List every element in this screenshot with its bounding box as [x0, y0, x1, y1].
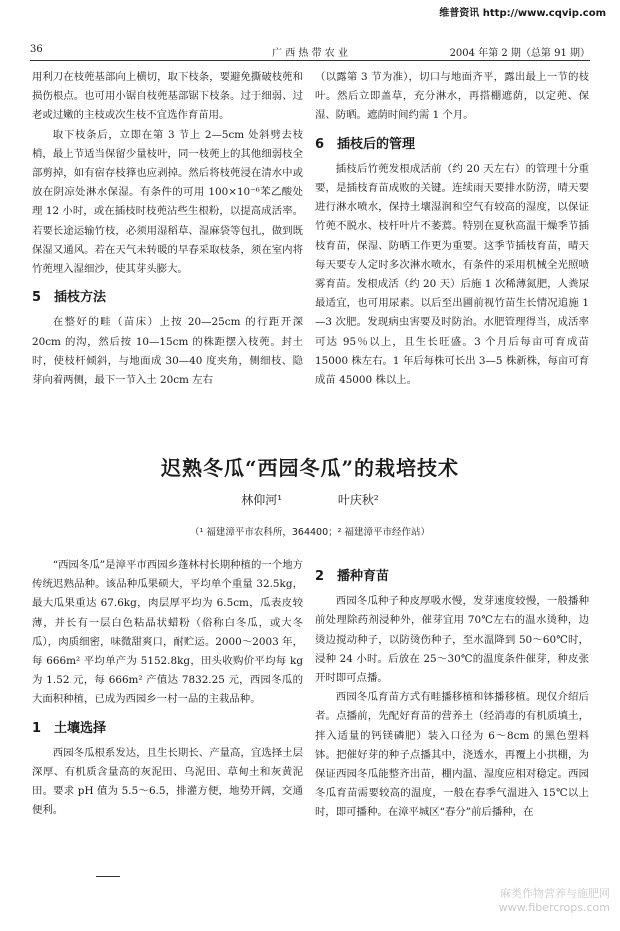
author-2: 叶庆秋²	[337, 493, 379, 507]
section-1-heading	[32, 719, 303, 738]
section-2-heading	[315, 567, 589, 586]
article-intro: “西园冬瓜”是漳平市西园乡蓬林村长期种植的一个地方传统迟熟品种。该品种瓜果硕大，平均单个重量 32.5kg，最大瓜果重达 67.6kg，肉层厚平均为 6.5cm，瓜表皮较薄，并长有一层白色粘晶状蜡粉（俗称白冬瓜，或大冬瓜），肉质细密，味微甜爽口，耐贮运。2000～2003 年，每 666m² 平均单产为 5152.8kg，田头收购价平均每 kg 为 1.52 元，每 666m² 产值达 7832.25 元，西园冬瓜的大面积种植，已成为西园乡一村一品的主栽品种。	[32, 559, 303, 706]
prev-left-para-1: 用利刀在枝蔸基部向上横切，取下枝条，要避免撕破枝蔸和损伤根点。也可用小锯自枝蔸基部锯下枝条。过于细弱、过老或过嫩的主枝或次生枝不宜选作育苗用。	[32, 71, 303, 122]
section-2-para-1: 西园冬瓜种子种皮厚吸水慢，发芽速度较慢，一般播种前处理除药剂浸种外，催芽宜用 70℃左右的温水烫种，边烫边搅动种子，以防烫伤种子，至水温降到 50～60℃时，浸种 24 小时。后放在 25～30℃的温度条件催芽，种皮张开时即可点播。	[315, 595, 589, 685]
header-watermark: 维普资讯 http://www.cqvip.com	[439, 8, 606, 19]
article-title: 迟熟冬瓜“西园冬瓜”的栽培技术	[160, 456, 459, 480]
section-6-heading	[315, 135, 589, 154]
running-header	[30, 44, 590, 61]
section-5-para: 在整好的畦（苗床）上按 20—25cm 的行距开深 20cm 的沟，然后按 10—15cm 的株距摆入枝蔸。封土时，使枝杆倾斜，与地面成 30—40 度夹角，侧细枝、隐芽向着两侧，最下一节入土 20cm 左右	[32, 316, 303, 387]
section-1-title: 土壤选择	[54, 720, 107, 736]
section-5-heading	[32, 288, 303, 307]
issue-info: 2004 年第 2 期（总第 91 期）	[449, 48, 590, 59]
section-6-title: 插枝后的管理	[337, 136, 416, 152]
footnote-rule	[96, 876, 120, 877]
section-5-number: 5	[32, 290, 42, 306]
section-2-title: 播种育苗	[337, 569, 390, 584]
section-1-para: 西园冬瓜根系发达，且生长期长、产量高，宜选择土层深厚、有机质含量高的灰泥田、乌泥田、草甸土和灰黄泥田。要求 pH 值为 5.5～6.5，排灌方便，地势开阔，交通便利。	[32, 746, 303, 817]
page-number: 36	[30, 44, 43, 55]
article-left-column	[32, 556, 303, 821]
footer-watermark-line-1: 麻类作物营养与施肥网	[500, 887, 610, 900]
section-6-number: 6	[315, 136, 325, 152]
section-6-para: 插枝后竹蔸发根成活前（约 20 天左右）的管理十分重要，是插枝育苗成败的关键。连续雨天要排水防涝，晴天要进行淋水喷水，保持土壤湿润和空气有较高的湿度，以保证竹蔸不脱水、枝杆叶片不萎蔫。特别在夏秋高温干燥季节插枝育苗，保湿、防晒工作更为重要。这季节插枝育苗，晴天每天要专人定时多次淋水喷水，有条件的采用机械全光照喷雾育苗。发根成活（约 20 天）后施 1 次稀薄氮肥，人粪尿最适宜，也可用尿素。以后至出圃前视竹苗生长情况追施 1—3 次肥。发现病虫害要及时防治。水肥管理得当，成活率可达 95％以上，且生长旺盛。3 个月后每亩可育成苗 15000 株左右。1 年后每株可长出 3—5 株新株，每亩可育成苗 45000 株以上。	[315, 162, 589, 387]
author-1: 林仰河¹	[241, 493, 283, 507]
prev-right-para-1: （以露第 3 节为准），切口与地面齐平，露出最上一节的枝叶。然后立即盖草，充分淋水，再搭棚遮荫，以定蔸、保湿、防晒。遮荫时间约需 1 个月。	[315, 71, 589, 122]
journal-name: 广 西 热 带 农 业	[272, 48, 348, 59]
prev-article-right-column	[315, 68, 589, 390]
section-1-number: 1	[32, 720, 42, 736]
article-affiliation: （¹ 福建漳平市农科所，364400；² 福建漳平市经作站）	[190, 527, 430, 538]
article-right-column	[315, 558, 589, 823]
footer-watermark-line-2: www.fibercrops.com	[498, 901, 610, 914]
section-2-number: 2	[315, 569, 325, 584]
footer-watermark	[499, 887, 610, 915]
section-5-title: 插枝方法	[54, 290, 107, 306]
prev-article-left-column	[32, 68, 303, 390]
article-authors	[0, 491, 620, 508]
prev-left-para-2: 取下枝条后，立即在第 3 节上 2—5cm 处斜劈去枝梢，最上节适当保留少量枝叶，同一枝蔸上的其他细弱枝全部剪掉，如有宿存枝箨也应剥掉。然后将枝蔸浸在清水中或放在阴凉处淋水保湿。有条件的可用 100×10⁻⁶苯乙酸处理 12 小时，或在插枝时枝蔸沾些生根粉，以提高成活率。若要长途运输竹枝，必须用湿稻草、湿麻袋等包扎，做到既保湿又通风。若在天气未转暖的早春采取枝条，须在室内将竹蔸埋入湿细沙，使其芽头膨大。	[32, 128, 303, 276]
section-2-para-2: 西园冬瓜育苗方式有畦播移植和钵播移植。现仅介绍后者。点播前，先配好育苗的营养土（经消毒的有机质填土，拌入适量的钙镁磷肥）装入口径为 6～8cm 的黑色塑料钵。把催好芽的种子点播其中，浇透水，再覆上小拱棚，为保证西园冬瓜能整齐出苗，棚内温、湿度应相对稳定。西园冬瓜育苗需要较高的温度，一般在春季气温进入 15℃以上时，即可播种。在漳平城区“春分”前后播种，在	[315, 691, 589, 819]
